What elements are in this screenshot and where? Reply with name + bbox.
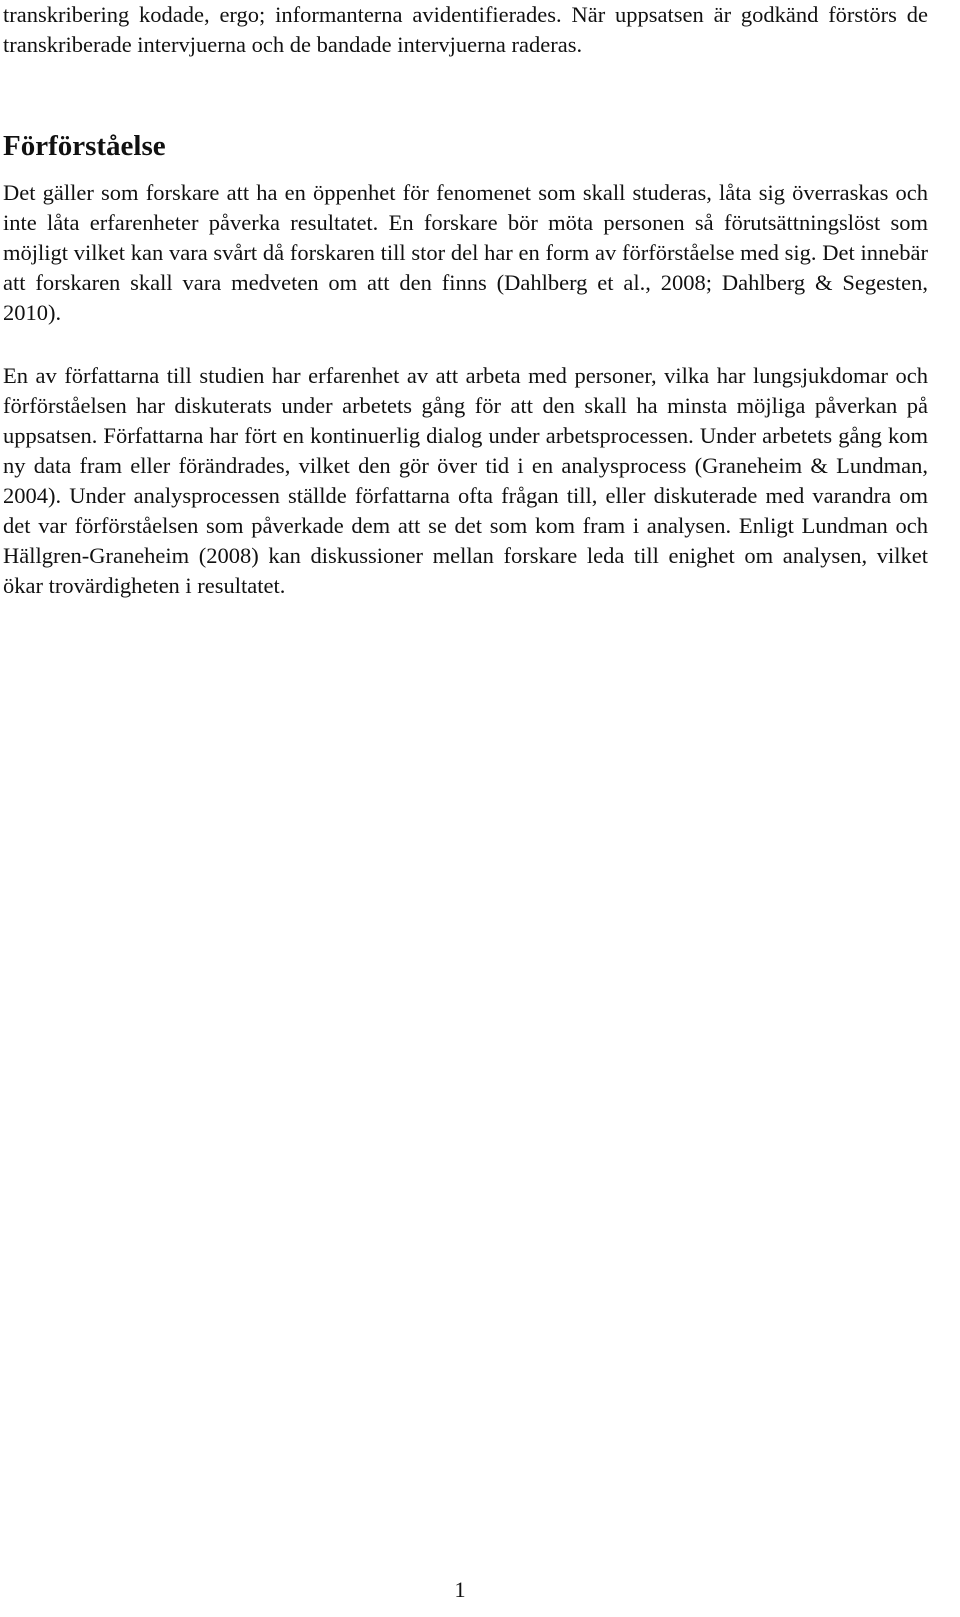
section-heading: Förförståelse: [3, 130, 166, 162]
intro-paragraph: transkribering kodade, ergo; informanterna avidentifierades. När uppsatsen är godkänd förstörs de transkriberade intervjuerna och de bandade intervjuerna raderas.: [3, 2, 928, 57]
page-number: 1: [454, 1577, 466, 1602]
body-paragraph-1: Det gäller som forskare att ha en öppenhet för fenomenet som skall studeras, låta sig överraskas och inte låta erfarenheter påverka resultatet. En forskare bör möta personen så förutsättningslöst som möjligt vilket kan vara svårt då forskaren till stor del har en form av förförståelse med sig. Det innebär att forskaren skall vara medveten om att den finns (Dahlberg et al., 2008; Dahlberg & Segesten, 2010).: [3, 180, 928, 325]
body-paragraph-2: En av författarna till studien har erfarenhet av att arbeta med personer, vilka har lungsjukdomar och förförståelsen har diskuterats under arbetets gång för att den skall ha minsta möjliga påverkan på uppsatsen. Författarna har fört en kontinuerlig dialog under arbetsprocessen. Under arbetets gång kom ny data fram eller förändrades, vilket den gör över tid i en analysprocess (Graneheim & Lundman, 2004). Under analysprocessen ställde författarna ofta frågan till, eller diskuterade med varandra om det var förförståelsen som påverkade dem att se det som kom fram i analysen. Enligt Lundman och Hällgren-Graneheim (2008) kan diskussioner mellan forskare leda till enighet om analysen, vilket ökar trovärdigheten i resultatet.: [3, 363, 928, 598]
